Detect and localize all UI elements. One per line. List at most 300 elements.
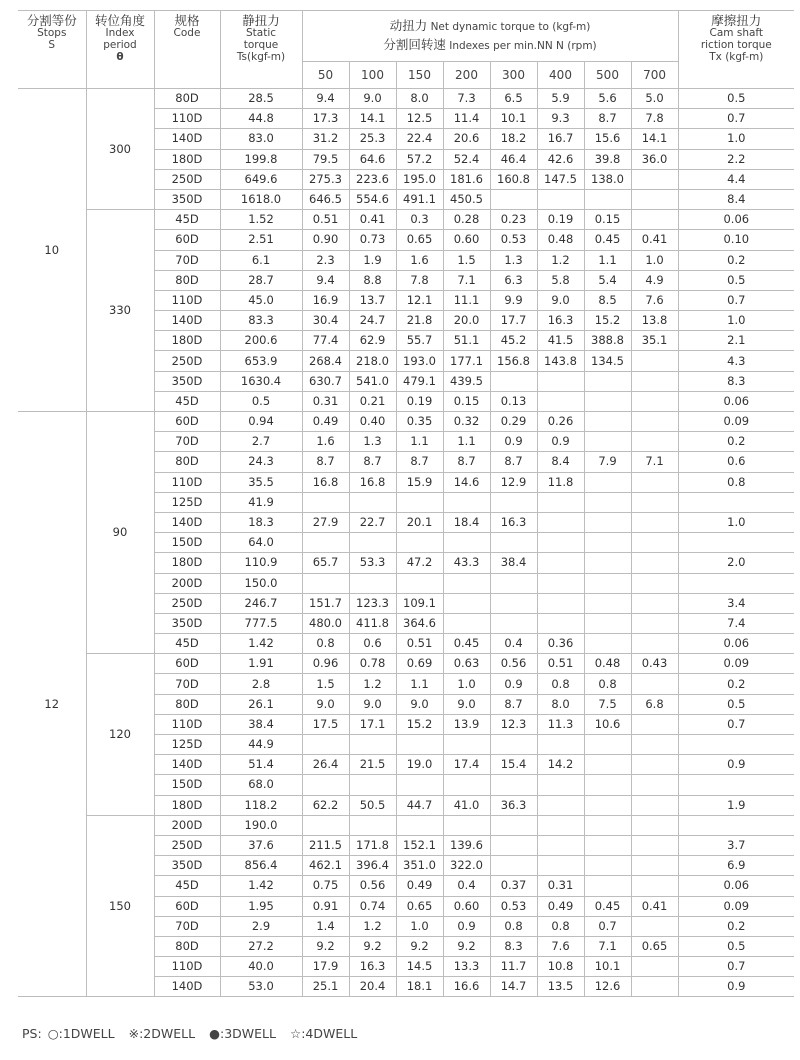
dynamic-torque-cell: 9.0 [396, 694, 443, 714]
dynamic-torque-cell: 10.1 [490, 109, 537, 129]
dynamic-torque-cell [584, 512, 631, 532]
dynamic-torque-cell [631, 210, 678, 230]
static-torque-cell: 51.4 [220, 755, 302, 775]
dynamic-torque-cell [349, 815, 396, 835]
dynamic-torque-cell: 0.31 [302, 391, 349, 411]
dynamic-torque-cell [584, 876, 631, 896]
dynamic-torque-cell [490, 492, 537, 512]
dynamic-torque-cell: 1.2 [349, 916, 396, 936]
dynamic-torque-cell: 8.7 [302, 452, 349, 472]
dynamic-torque-cell [537, 593, 584, 613]
code-cell: 45D [154, 634, 220, 654]
friction-torque-cell: 0.5 [678, 89, 794, 109]
index-period-cell: 330 [86, 210, 154, 412]
rpm-header-400: 400 [537, 62, 584, 89]
dynamic-torque-cell: 177.1 [443, 351, 490, 371]
static-torque-cell: 64.0 [220, 533, 302, 553]
dynamic-torque-cell: 11.4 [443, 109, 490, 129]
dynamic-torque-cell: 646.5 [302, 189, 349, 209]
code-cell: 70D [154, 250, 220, 270]
dynamic-torque-cell [631, 371, 678, 391]
dynamic-torque-cell: 9.9 [490, 290, 537, 310]
dynamic-torque-cell: 0.60 [443, 230, 490, 250]
dynamic-torque-cell [443, 735, 490, 755]
dynamic-torque-cell [631, 573, 678, 593]
dynamic-torque-cell: 156.8 [490, 351, 537, 371]
static-torque-cell: 653.9 [220, 351, 302, 371]
dynamic-torque-cell: 5.0 [631, 89, 678, 109]
header-fric-en3: Tx (kgf-m) [709, 51, 764, 63]
dynamic-torque-cell: 0.73 [349, 230, 396, 250]
dynamic-torque-cell [396, 573, 443, 593]
dynamic-torque-cell: 1.6 [396, 250, 443, 270]
dynamic-torque-cell: 8.7 [584, 109, 631, 129]
dynamic-torque-cell: 479.1 [396, 371, 443, 391]
header-static [220, 11, 302, 89]
dynamic-torque-cell: 211.5 [302, 835, 349, 855]
friction-torque-cell: 0.06 [678, 634, 794, 654]
dynamic-torque-cell: 138.0 [584, 169, 631, 189]
friction-torque-cell: 0.2 [678, 432, 794, 452]
friction-torque-cell: 0.7 [678, 714, 794, 734]
table-row [18, 412, 794, 432]
dynamic-torque-cell: 0.90 [302, 230, 349, 250]
static-torque-cell: 1.95 [220, 896, 302, 916]
dynamic-torque-cell: 44.7 [396, 795, 443, 815]
dynamic-torque-cell: 14.1 [631, 129, 678, 149]
dynamic-torque-cell: 143.8 [537, 351, 584, 371]
dynamic-torque-cell [349, 573, 396, 593]
dynamic-torque-cell: 151.7 [302, 593, 349, 613]
dynamic-torque-cell [302, 815, 349, 835]
dynamic-torque-cell: 9.2 [396, 936, 443, 956]
friction-torque-cell: 8.3 [678, 371, 794, 391]
dynamic-torque-cell: 0.48 [584, 654, 631, 674]
dynamic-torque-cell: 0.37 [490, 876, 537, 896]
dynamic-torque-cell: 21.5 [349, 755, 396, 775]
dynamic-torque-cell [490, 835, 537, 855]
dynamic-torque-cell: 50.5 [349, 795, 396, 815]
legend-symbol-4dwell: ☆ [289, 1026, 302, 1041]
dynamic-torque-cell [537, 815, 584, 835]
friction-torque-cell: 0.09 [678, 412, 794, 432]
dynamic-torque-cell: 52.4 [443, 149, 490, 169]
dynamic-torque-cell: 57.2 [396, 149, 443, 169]
static-torque-cell: 83.0 [220, 129, 302, 149]
dynamic-torque-cell: 0.56 [490, 654, 537, 674]
dynamic-torque-cell: 17.9 [302, 957, 349, 977]
friction-torque-cell: 0.2 [678, 916, 794, 936]
dynamic-torque-cell: 18.2 [490, 129, 537, 149]
dynamic-torque-cell: 36.0 [631, 149, 678, 169]
dynamic-torque-cell: 0.45 [584, 230, 631, 250]
dynamic-torque-cell: 388.8 [584, 331, 631, 351]
friction-torque-cell: 6.9 [678, 856, 794, 876]
dynamic-torque-cell: 39.8 [584, 149, 631, 169]
dynamic-torque-cell: 0.65 [631, 936, 678, 956]
header-stops-cn: 分割等份 [26, 13, 77, 28]
dynamic-torque-cell: 450.5 [443, 189, 490, 209]
dynamic-torque-cell: 15.6 [584, 129, 631, 149]
dynamic-torque-cell [584, 189, 631, 209]
static-torque-cell: 2.9 [220, 916, 302, 936]
dynamic-torque-cell: 8.5 [584, 290, 631, 310]
table-row [18, 89, 794, 109]
code-cell: 80D [154, 936, 220, 956]
dynamic-torque-cell: 147.5 [537, 169, 584, 189]
legend-text-1dwell: :1DWELL [58, 1026, 115, 1041]
friction-torque-cell: 0.9 [678, 755, 794, 775]
header-index-en2: period [103, 39, 137, 51]
code-cell: 180D [154, 331, 220, 351]
dynamic-torque-cell: 2.3 [302, 250, 349, 270]
friction-torque-cell: 0.5 [678, 694, 794, 714]
dynamic-torque-cell: 0.65 [396, 896, 443, 916]
header-stops [18, 11, 86, 89]
code-cell: 110D [154, 109, 220, 129]
dynamic-torque-cell: 0.69 [396, 654, 443, 674]
dynamic-torque-cell [302, 492, 349, 512]
dynamic-torque-cell: 0.53 [490, 896, 537, 916]
dynamic-torque-cell: 139.6 [443, 835, 490, 855]
dynamic-torque-cell: 16.7 [537, 129, 584, 149]
friction-torque-cell [678, 735, 794, 755]
dynamic-torque-cell: 0.41 [349, 210, 396, 230]
dynamic-torque-cell [631, 775, 678, 795]
index-period-cell: 300 [86, 89, 154, 210]
legend-prefix: PS: [22, 1026, 42, 1041]
static-torque-cell: 68.0 [220, 775, 302, 795]
dynamic-torque-cell: 77.4 [302, 331, 349, 351]
dynamic-torque-cell [490, 533, 537, 553]
dynamic-torque-cell: 27.9 [302, 512, 349, 532]
code-cell: 140D [154, 311, 220, 331]
dynamic-torque-cell: 8.7 [396, 452, 443, 472]
rpm-header-100: 100 [349, 62, 396, 89]
code-cell: 110D [154, 714, 220, 734]
dynamic-torque-cell [584, 835, 631, 855]
dynamic-torque-cell [631, 553, 678, 573]
friction-torque-cell: 0.6 [678, 452, 794, 472]
static-torque-cell: 41.9 [220, 492, 302, 512]
header-code-en: Code [173, 27, 201, 39]
dynamic-torque-cell [537, 189, 584, 209]
dynamic-torque-cell [631, 432, 678, 452]
dynamic-torque-cell: 8.0 [396, 89, 443, 109]
dynamic-torque-cell [631, 634, 678, 654]
dynamic-torque-cell: 0.26 [537, 412, 584, 432]
dynamic-torque-cell: 9.2 [443, 936, 490, 956]
dynamic-torque-cell [537, 835, 584, 855]
code-cell: 125D [154, 735, 220, 755]
dynamic-torque-cell: 8.7 [490, 694, 537, 714]
dynamic-torque-cell: 0.8 [537, 916, 584, 936]
header-fric-en2: riction torque [700, 39, 772, 51]
dynamic-torque-cell: 0.4 [490, 634, 537, 654]
dynamic-torque-cell [584, 391, 631, 411]
table-row [18, 654, 794, 674]
friction-torque-cell: 1.0 [678, 311, 794, 331]
code-cell: 70D [154, 432, 220, 452]
dynamic-torque-cell [490, 775, 537, 795]
dynamic-torque-cell: 7.6 [537, 936, 584, 956]
dynamic-torque-cell: 6.3 [490, 270, 537, 290]
dynamic-torque-cell: 14.7 [490, 977, 537, 997]
dynamic-torque-cell [302, 573, 349, 593]
dynamic-torque-cell [584, 533, 631, 553]
static-torque-cell: 28.7 [220, 270, 302, 290]
header-index-en1: Index [105, 27, 135, 39]
friction-torque-cell: 0.06 [678, 876, 794, 896]
dynamic-torque-cell [396, 815, 443, 835]
dynamic-torque-cell: 13.9 [443, 714, 490, 734]
static-torque-cell: 1630.4 [220, 371, 302, 391]
dynamic-torque-cell: 9.0 [302, 694, 349, 714]
rpm-header-500: 500 [584, 62, 631, 89]
dynamic-torque-cell: 275.3 [302, 169, 349, 189]
friction-torque-cell [678, 573, 794, 593]
dynamic-torque-cell: 0.96 [302, 654, 349, 674]
header-dyn-en2: Indexes per min.NN N (rpm) [449, 40, 597, 52]
legend-text-4dwell: :4DWELL [301, 1026, 358, 1041]
static-torque-cell: 0.94 [220, 412, 302, 432]
dynamic-torque-cell [584, 755, 631, 775]
dynamic-torque-cell [537, 856, 584, 876]
dynamic-torque-cell: 9.4 [302, 89, 349, 109]
static-torque-cell: 2.8 [220, 674, 302, 694]
dynamic-torque-cell: 0.8 [302, 634, 349, 654]
dynamic-torque-cell [631, 613, 678, 633]
dynamic-torque-cell: 8.7 [443, 452, 490, 472]
friction-torque-cell: 0.10 [678, 230, 794, 250]
dynamic-torque-cell [302, 735, 349, 755]
header-static-en3: Ts(kgf-m) [236, 51, 286, 63]
dynamic-torque-cell [631, 835, 678, 855]
dynamic-torque-cell: 1.1 [396, 674, 443, 694]
dynamic-torque-cell: 5.8 [537, 270, 584, 290]
dynamic-torque-cell: 160.8 [490, 169, 537, 189]
friction-torque-cell: 0.7 [678, 957, 794, 977]
static-torque-cell: 28.5 [220, 89, 302, 109]
header-static-en1: Static [245, 27, 277, 39]
dynamic-torque-cell: 491.1 [396, 189, 443, 209]
legend-symbol-2dwell: ※ [128, 1026, 140, 1041]
dynamic-torque-cell: 8.7 [349, 452, 396, 472]
static-torque-cell: 190.0 [220, 815, 302, 835]
dynamic-torque-cell: 11.7 [490, 957, 537, 977]
dynamic-torque-cell: 16.3 [349, 957, 396, 977]
dynamic-torque-cell [537, 512, 584, 532]
dynamic-torque-cell: 0.41 [631, 896, 678, 916]
friction-torque-cell: 0.5 [678, 270, 794, 290]
dynamic-torque-cell: 0.45 [584, 896, 631, 916]
friction-torque-cell: 7.4 [678, 613, 794, 633]
dynamic-torque-cell: 0.41 [631, 230, 678, 250]
dynamic-torque-cell: 62.9 [349, 331, 396, 351]
dynamic-torque-cell: 10.6 [584, 714, 631, 734]
dynamic-torque-cell [631, 674, 678, 694]
dynamic-torque-cell [584, 634, 631, 654]
dynamic-torque-cell: 1.3 [349, 432, 396, 452]
friction-torque-cell: 0.8 [678, 472, 794, 492]
friction-torque-cell [678, 775, 794, 795]
dynamic-torque-cell [631, 189, 678, 209]
dynamic-torque-cell [584, 412, 631, 432]
dynamic-torque-cell: 14.1 [349, 109, 396, 129]
code-cell: 80D [154, 270, 220, 290]
dynamic-torque-cell: 53.3 [349, 553, 396, 573]
dynamic-torque-cell: 13.5 [537, 977, 584, 997]
static-torque-cell: 6.1 [220, 250, 302, 270]
static-torque-cell: 150.0 [220, 573, 302, 593]
dynamic-torque-cell: 45.2 [490, 331, 537, 351]
table-row [18, 210, 794, 230]
dynamic-torque-cell: 6.8 [631, 694, 678, 714]
dynamic-torque-cell: 62.2 [302, 795, 349, 815]
dynamic-torque-cell: 268.4 [302, 351, 349, 371]
code-cell: 250D [154, 835, 220, 855]
code-cell: 60D [154, 896, 220, 916]
dynamic-torque-cell: 47.2 [396, 553, 443, 573]
header-fric-en1: Cam shaft [709, 27, 764, 39]
dynamic-torque-cell: 14.6 [443, 472, 490, 492]
static-torque-cell: 1.91 [220, 654, 302, 674]
dynamic-torque-cell: 11.3 [537, 714, 584, 734]
dynamic-torque-cell: 223.6 [349, 169, 396, 189]
dynamic-torque-cell: 12.9 [490, 472, 537, 492]
friction-torque-cell: 2.2 [678, 149, 794, 169]
dynamic-torque-cell [490, 613, 537, 633]
code-cell: 200D [154, 815, 220, 835]
dynamic-torque-cell: 9.0 [349, 89, 396, 109]
dynamic-torque-cell: 8.0 [537, 694, 584, 714]
dynamic-torque-cell: 15.2 [584, 311, 631, 331]
static-torque-cell: 35.5 [220, 472, 302, 492]
dynamic-torque-cell: 5.6 [584, 89, 631, 109]
code-cell: 150D [154, 533, 220, 553]
dynamic-torque-cell: 1.2 [349, 674, 396, 694]
dynamic-torque-cell [537, 573, 584, 593]
dynamic-torque-cell: 20.0 [443, 311, 490, 331]
dynamic-torque-cell [631, 977, 678, 997]
static-torque-cell: 38.4 [220, 714, 302, 734]
dynamic-torque-cell: 396.4 [349, 856, 396, 876]
dynamic-torque-cell [631, 512, 678, 532]
dynamic-torque-cell: 4.9 [631, 270, 678, 290]
dynamic-torque-cell: 16.8 [349, 472, 396, 492]
dynamic-torque-cell: 195.0 [396, 169, 443, 189]
dynamic-torque-cell: 9.0 [537, 290, 584, 310]
dynamic-torque-cell [396, 533, 443, 553]
dynamic-torque-cell: 351.0 [396, 856, 443, 876]
dynamic-torque-cell: 14.5 [396, 957, 443, 977]
rpm-header-150: 150 [396, 62, 443, 89]
dynamic-torque-cell: 7.1 [584, 936, 631, 956]
dynamic-torque-cell [490, 815, 537, 835]
code-cell: 250D [154, 169, 220, 189]
static-torque-cell: 1618.0 [220, 189, 302, 209]
legend-text-3dwell: :3DWELL [219, 1026, 276, 1041]
friction-torque-cell: 0.9 [678, 977, 794, 997]
static-torque-cell: 26.1 [220, 694, 302, 714]
dynamic-torque-cell: 0.51 [537, 654, 584, 674]
dynamic-torque-cell: 9.0 [349, 694, 396, 714]
header-index-cn: 转位角度 [94, 13, 145, 28]
dynamic-torque-cell: 1.9 [349, 250, 396, 270]
static-torque-cell: 40.0 [220, 957, 302, 977]
dynamic-torque-cell: 8.4 [537, 452, 584, 472]
dynamic-torque-cell: 0.49 [302, 412, 349, 432]
code-cell: 80D [154, 89, 220, 109]
dynamic-torque-cell [631, 957, 678, 977]
static-torque-cell: 27.2 [220, 936, 302, 956]
dynamic-torque-cell: 7.1 [631, 452, 678, 472]
friction-torque-cell: 0.09 [678, 654, 794, 674]
dynamic-torque-cell: 8.7 [490, 452, 537, 472]
dynamic-torque-cell: 1.0 [631, 250, 678, 270]
dynamic-torque-cell [631, 492, 678, 512]
dynamic-torque-cell: 7.3 [443, 89, 490, 109]
dynamic-torque-cell: 17.3 [302, 109, 349, 129]
static-torque-cell: 110.9 [220, 553, 302, 573]
stops-cell: 12 [18, 412, 86, 997]
dynamic-torque-cell [396, 492, 443, 512]
code-cell: 60D [154, 654, 220, 674]
static-torque-cell: 649.6 [220, 169, 302, 189]
dynamic-torque-cell: 1.0 [396, 916, 443, 936]
dynamic-torque-cell: 21.8 [396, 311, 443, 331]
dynamic-torque-cell [490, 593, 537, 613]
dynamic-torque-cell [443, 815, 490, 835]
dynamic-torque-cell [631, 856, 678, 876]
friction-torque-cell [678, 815, 794, 835]
dynamic-torque-cell: 17.5 [302, 714, 349, 734]
dynamic-torque-cell: 17.7 [490, 311, 537, 331]
dynamic-torque-cell: 0.36 [537, 634, 584, 654]
dynamic-torque-cell: 35.1 [631, 331, 678, 351]
dynamic-torque-cell: 0.78 [349, 654, 396, 674]
friction-torque-cell: 3.7 [678, 835, 794, 855]
friction-torque-cell: 3.4 [678, 593, 794, 613]
dynamic-torque-cell [490, 573, 537, 593]
header-static-en2: torque [243, 39, 279, 51]
dynamic-torque-cell [631, 169, 678, 189]
header-stops-en2: S [48, 39, 56, 51]
dynamic-torque-cell: 7.5 [584, 694, 631, 714]
dynamic-torque-cell [537, 371, 584, 391]
dynamic-torque-cell: 38.4 [490, 553, 537, 573]
dynamic-torque-cell: 5.4 [584, 270, 631, 290]
static-torque-cell: 53.0 [220, 977, 302, 997]
dynamic-torque-cell: 0.35 [396, 412, 443, 432]
dynamic-torque-cell: 8.3 [490, 936, 537, 956]
dynamic-torque-cell: 16.3 [490, 512, 537, 532]
dynamic-torque-cell: 17.4 [443, 755, 490, 775]
friction-torque-cell: 2.1 [678, 331, 794, 351]
static-torque-cell: 777.5 [220, 613, 302, 633]
dynamic-torque-cell: 0.91 [302, 896, 349, 916]
torque-spec-table [18, 10, 794, 997]
dynamic-torque-cell: 12.5 [396, 109, 443, 129]
dynamic-torque-cell [584, 735, 631, 755]
friction-torque-cell: 8.4 [678, 189, 794, 209]
index-period-cell: 90 [86, 412, 154, 654]
dynamic-torque-cell: 0.9 [490, 432, 537, 452]
dynamic-torque-cell: 79.5 [302, 149, 349, 169]
dynamic-torque-cell: 0.51 [396, 634, 443, 654]
dynamic-torque-cell [537, 775, 584, 795]
dynamic-torque-cell [631, 755, 678, 775]
